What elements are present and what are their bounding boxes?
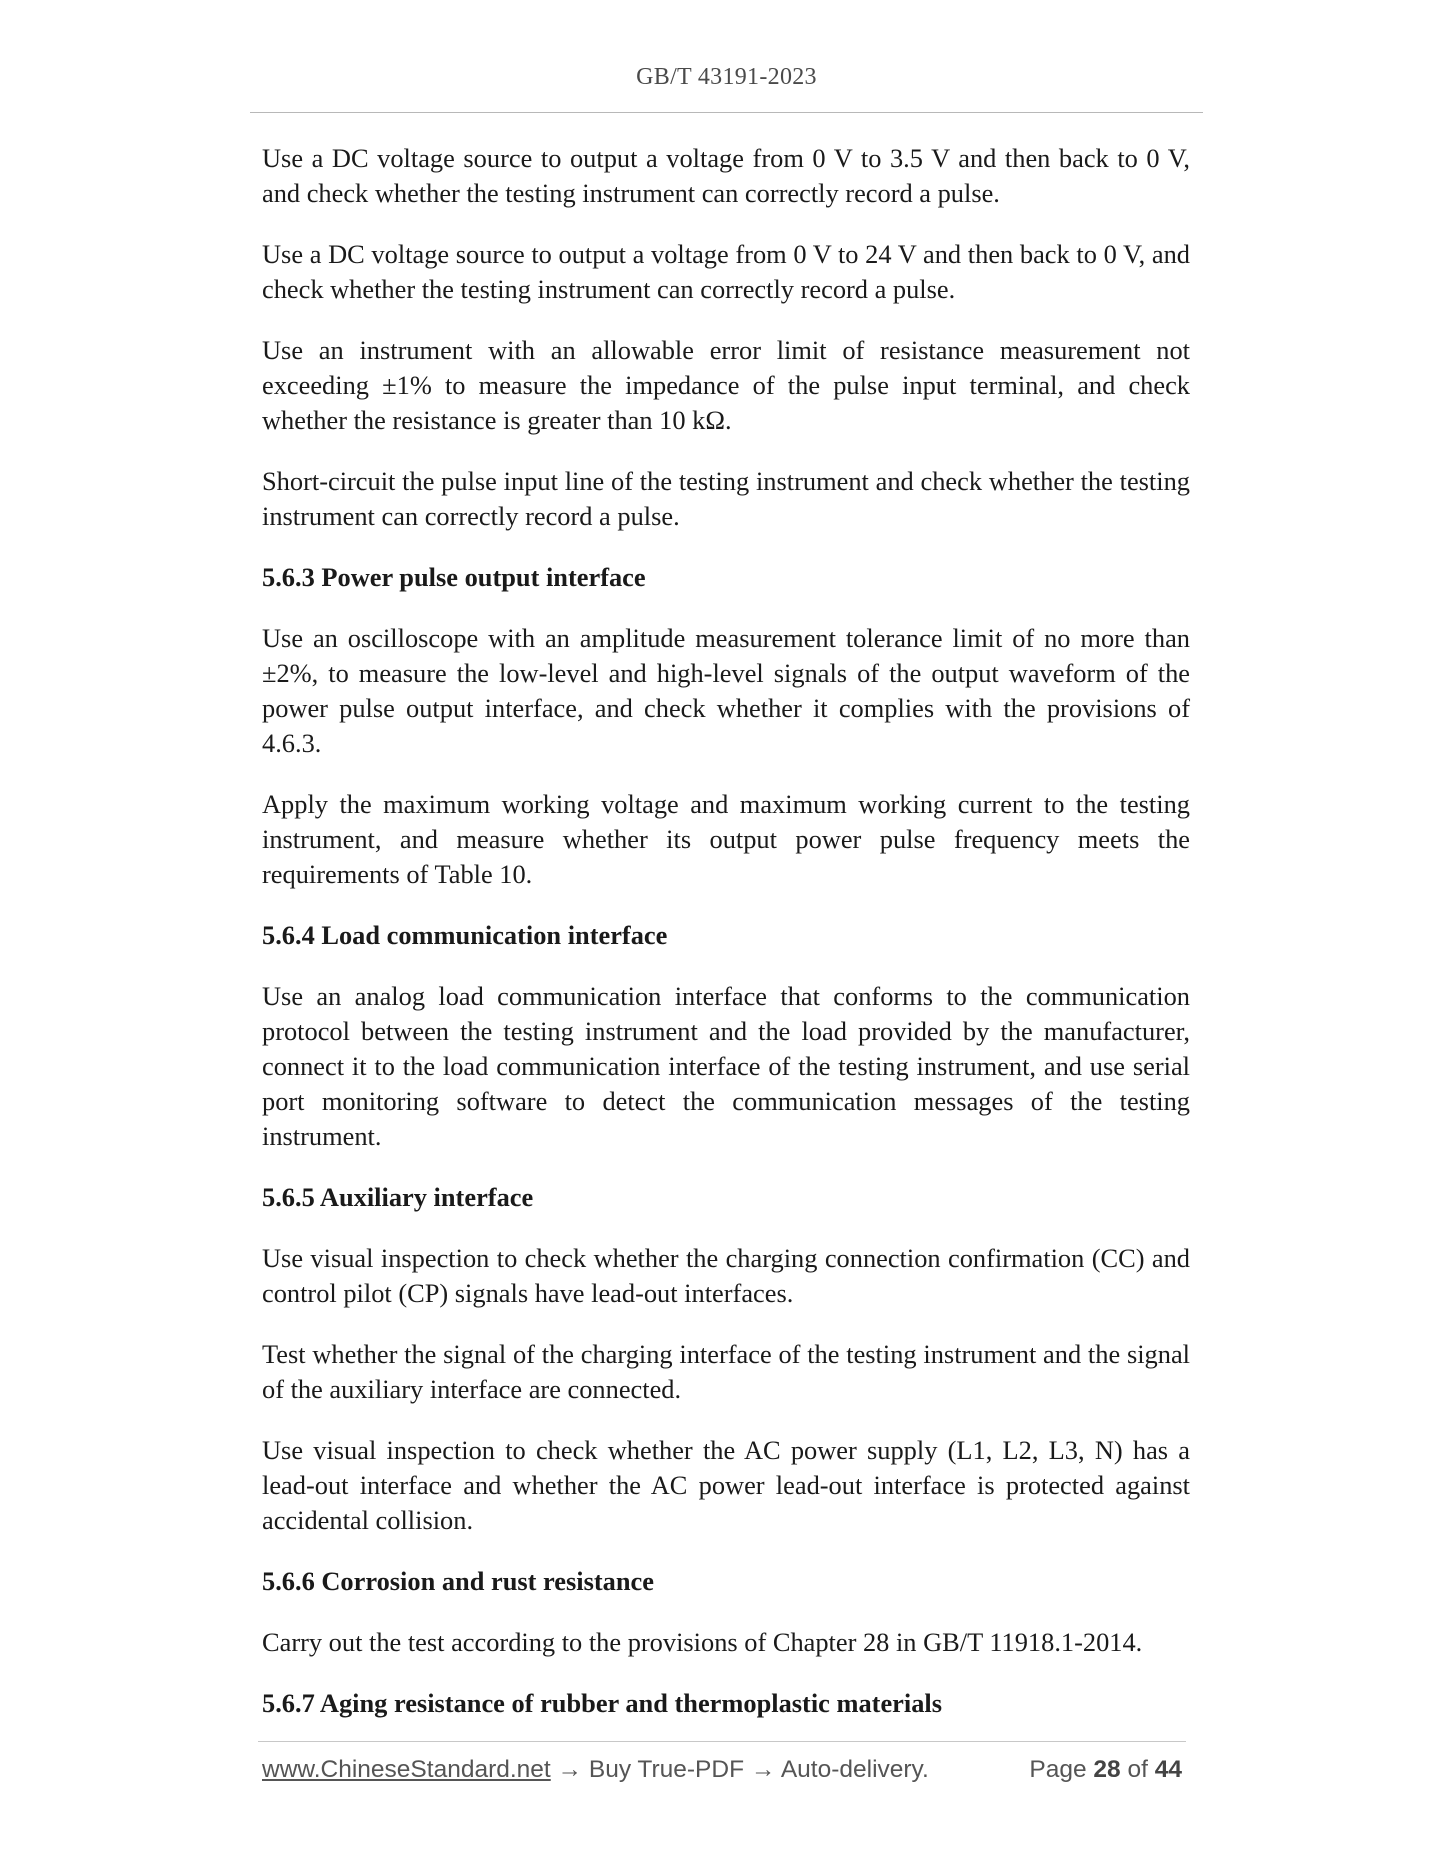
website-link[interactable]: www.ChineseStandard.net [262,1756,551,1783]
page-number [1029,1756,1182,1784]
paragraph: Use visual inspection to check whether the AC power supply (L1, L2, L3, N) has a lead-out interface and whether the AC power lead-out interface is protected against accidental collision. [262,1435,1190,1535]
paragraph: Use visual inspection to check whether the charging connection confirmation (CC) and control pilot (CP) signals have lead-out interfaces. [262,1243,1190,1308]
document-body [262,141,1190,1747]
paragraph: Use an oscilloscope with an amplitude measurement tolerance limit of no more than ±2%, to measure the low-level and high-level signals of the output waveform of the power pulse output interface, and check whether it complies with the provisions of 4.6.3. [262,623,1190,758]
paragraph: Apply the maximum working voltage and maximum working current to the testing instrument, and measure whether its output power pulse frequency meets the requirements of Table 10. [262,789,1190,889]
page-current: 28 [1093,1756,1121,1783]
section-heading-5-6-4: 5.6.4 Load communication interface [262,920,668,950]
paragraph: Use a DC voltage source to output a voltage from 0 V to 3.5 V and then back to 0 V, and check whether the testing instrument can correctly record a pulse. [262,143,1190,208]
footer-promo [262,1756,929,1784]
header-divider [250,112,1203,113]
paragraph: Carry out the test according to the provisions of Chapter 28 in GB/T 11918.1-2014. [262,1627,1143,1657]
section-heading-5-6-7: 5.6.7 Aging resistance of rubber and thermoplastic materials [262,1688,943,1718]
footer-divider [258,1741,1186,1742]
paragraph: Test whether the signal of the charging interface of the testing instrument and the signal of the auxiliary interface are connected. [262,1339,1190,1404]
paragraph: Use an analog load communication interface that conforms to the communication protocol between the testing instrument and the load provided by the manufacturer, connect it to the load communication interface of the testing instrument, and use serial port monitoring software to detect the communication messages of the testing instrument. [262,981,1190,1151]
section-heading-5-6-6: 5.6.6 Corrosion and rust resistance [262,1566,654,1596]
paragraph: Use a DC voltage source to output a voltage from 0 V to 24 V and then back to 0 V, and check whether the testing instrument can correctly record a pulse. [262,239,1190,304]
paragraph: Short-circuit the pulse input line of the testing instrument and check whether the testing instrument can correctly record a pulse. [262,466,1190,531]
section-heading-5-6-3: 5.6.3 Power pulse output interface [262,562,646,592]
footer-promo-text: → Buy True-PDF → Auto-delivery. [550,1756,929,1783]
page-of-label: of [1120,1756,1155,1783]
page-label: Page [1029,1756,1094,1783]
paragraph: Use an instrument with an allowable error limit of resistance measurement not exceeding ±1% to measure the impedance of the pulse input terminal, and check whether the resistance is greater than 10 kΩ. [262,335,1190,435]
page-total: 44 [1154,1756,1182,1783]
section-heading-5-6-5: 5.6.5 Auxiliary interface [262,1182,534,1212]
page-header: GB/T 43191-2023 [636,64,817,90]
page-footer [262,1756,1182,1792]
